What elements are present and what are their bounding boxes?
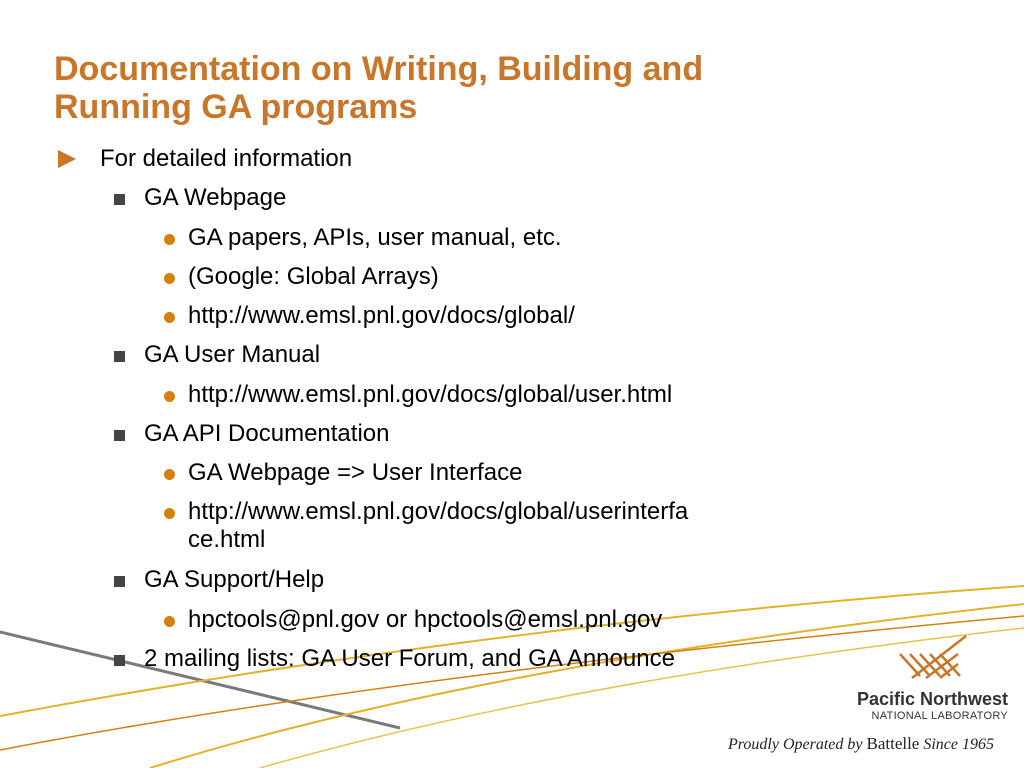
- square-bullet-icon: [114, 351, 125, 362]
- square-bullet-icon: [114, 576, 125, 587]
- list-item: (Google: Global Arrays): [188, 263, 439, 290]
- footer-suffix: Since 1965: [919, 736, 995, 753]
- list-item: hpctools@pnl.gov or hpctools@emsl.pnl.gov: [188, 606, 663, 633]
- pnnl-logo: [808, 634, 1008, 723]
- list-item: [188, 498, 688, 554]
- square-bullet-icon: [114, 655, 125, 666]
- slide-title-line-2: Running GA programs: [54, 88, 418, 126]
- square-bullet-icon: [114, 430, 125, 441]
- circle-bullet-icon: [164, 616, 175, 627]
- triangle-bullet-icon: [58, 150, 76, 168]
- list-item: GA User Manual: [144, 341, 321, 368]
- list-item: GA papers, APIs, user manual, etc.: [188, 224, 562, 251]
- logo-name-line-2: NATIONAL LABORATORY: [871, 710, 1008, 722]
- circle-bullet-icon: [164, 391, 175, 402]
- circle-bullet-icon: [164, 234, 175, 245]
- circle-bullet-icon: [164, 508, 175, 519]
- logo-name-line-1: Pacific Northwest: [856, 689, 1008, 709]
- list-item: http://www.emsl.pnl.gov/docs/global/user.html: [188, 381, 673, 408]
- footer-tagline: [728, 734, 994, 754]
- list-item: 2 mailing lists: GA User Forum, and GA Announce: [144, 645, 675, 672]
- circle-bullet-icon: [164, 469, 175, 480]
- circle-bullet-icon: [164, 312, 175, 323]
- list-item: http://www.emsl.pnl.gov/docs/global/: [188, 302, 575, 329]
- footer-brand: Battelle: [866, 734, 920, 753]
- list-item: For detailed information: [100, 145, 353, 172]
- list-item-line-1: http://www.emsl.pnl.gov/docs/global/userinterfa: [188, 498, 689, 525]
- square-bullet-icon: [114, 194, 125, 205]
- list-item-line-2: ce.html: [188, 526, 266, 553]
- list-item: GA Webpage: [144, 184, 287, 211]
- circle-bullet-icon: [164, 273, 175, 284]
- footer-prefix: Proudly Operated by: [728, 736, 867, 753]
- list-item: GA Webpage => User Interface: [188, 459, 523, 486]
- list-item: GA API Documentation: [144, 420, 390, 447]
- slide-title-line-1: Documentation on Writing, Building and: [54, 50, 704, 88]
- pnnl-lattice-mark-icon: [808, 634, 1008, 684]
- list-item: GA Support/Help: [144, 566, 325, 593]
